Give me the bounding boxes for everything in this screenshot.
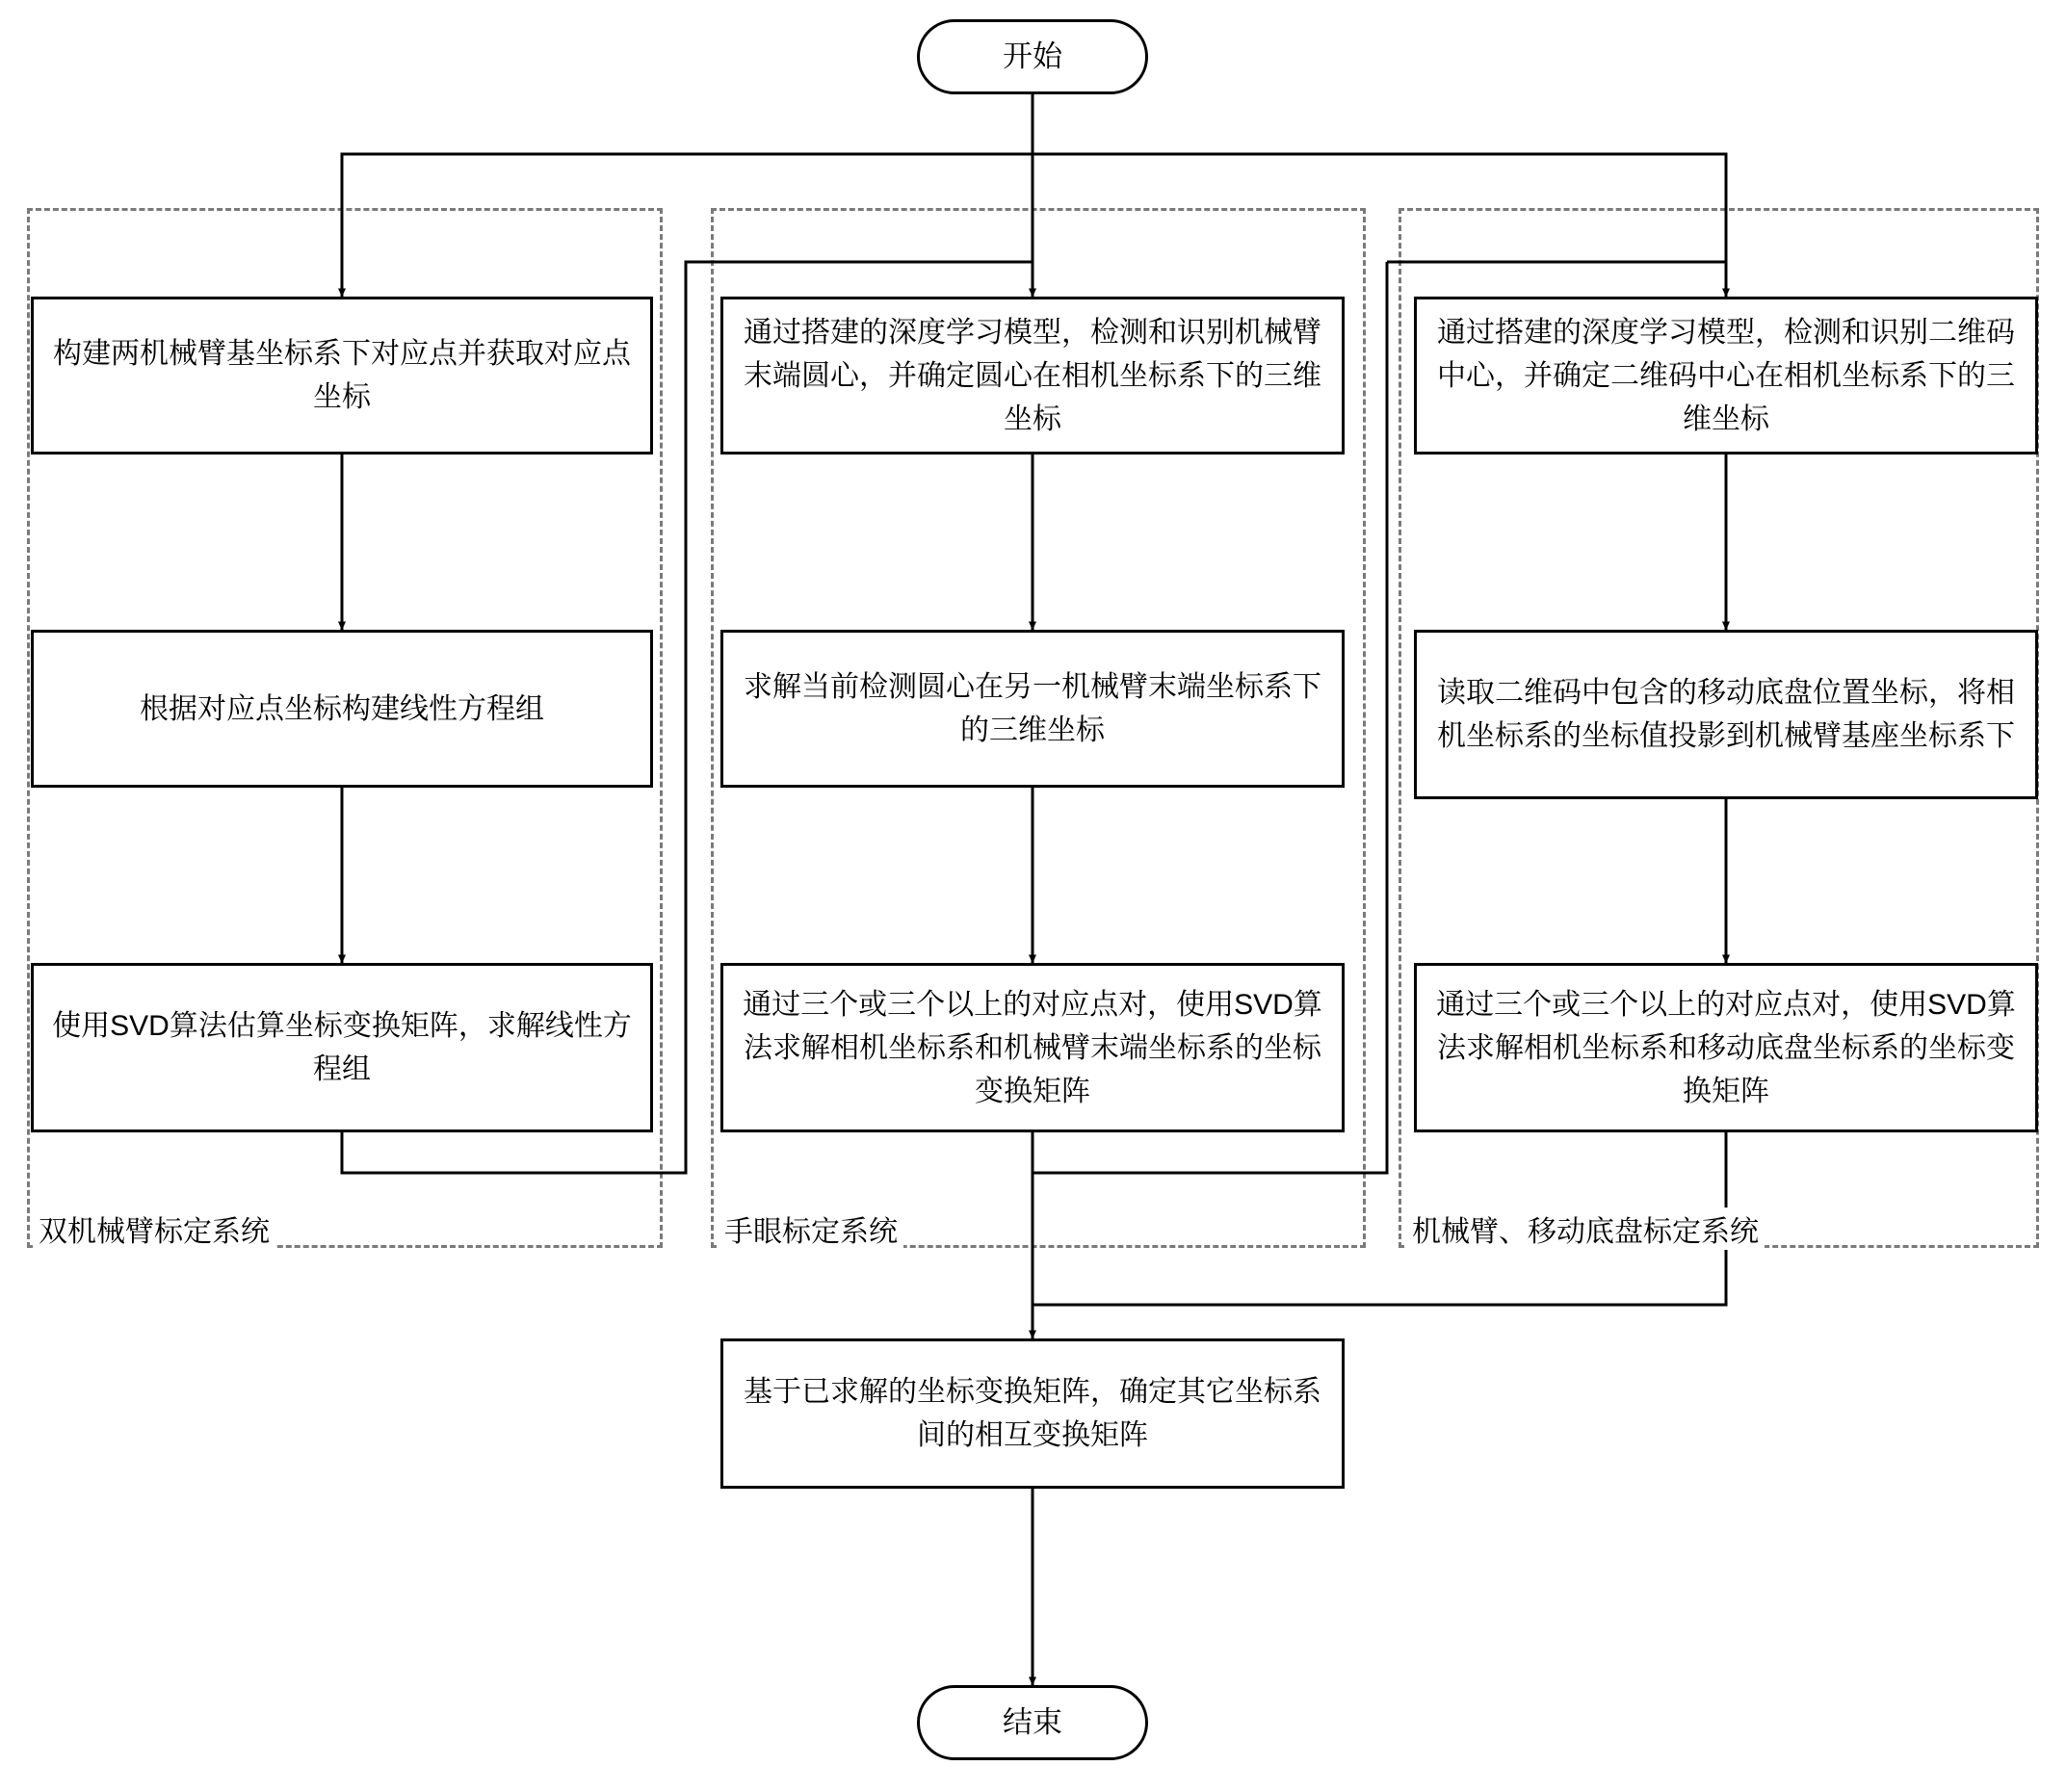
node-a3-svd-estimate-transform bbox=[31, 963, 653, 1132]
group-label-dual-arm: 双机械臂标定系统 bbox=[33, 1208, 275, 1250]
node-b1-label: 通过搭建的深度学习模型，检测和识别机械臂末端圆心，并确定圆心在相机坐标系下的三维坐标 bbox=[744, 316, 1321, 435]
node-end-label: 结束 bbox=[1003, 1704, 1062, 1739]
node-a1-build-correspondence-points bbox=[31, 297, 653, 454]
node-final-label: 基于已求解的坐标变换矩阵，确定其它坐标系间的相互变换矩阵 bbox=[744, 1376, 1321, 1451]
node-a2-build-linear-equations bbox=[31, 630, 653, 788]
node-final-derive-mutual-transforms bbox=[720, 1338, 1345, 1489]
node-c1-label: 通过搭建的深度学习模型，检测和识别二维码中心，并确定二维码中心在相机坐标系下的三维坐标 bbox=[1437, 316, 2015, 435]
node-c2-read-chassis-position bbox=[1414, 630, 2038, 799]
node-c1-detect-qr-code-center bbox=[1414, 297, 2038, 454]
node-b3-svd-camera-arm-transform bbox=[720, 963, 1345, 1132]
node-a3-label: 使用SVD算法估算坐标变换矩阵，求解线性方程组 bbox=[52, 1010, 632, 1085]
group-label-arm-chassis: 机械臂、移动底盘标定系统 bbox=[1406, 1208, 1765, 1250]
node-c3-svd-camera-chassis-transform bbox=[1414, 963, 2038, 1132]
node-b3-label: 通过三个或三个以上的对应点对，使用SVD算法求解相机坐标系和机械臂末端坐标系的坐标变换矩阵 bbox=[743, 988, 1322, 1107]
node-a1-label: 构建两机械臂基坐标系下对应点并获取对应点坐标 bbox=[53, 338, 631, 413]
group-label-hand-eye: 手眼标定系统 bbox=[719, 1208, 903, 1250]
node-end bbox=[917, 1685, 1148, 1760]
node-b2-solve-circle-center-coordinates bbox=[720, 630, 1345, 788]
node-a2-label: 根据对应点坐标构建线性方程组 bbox=[140, 692, 544, 725]
node-c3-label: 通过三个或三个以上的对应点对，使用SVD算法求解相机坐标系和移动底盘坐标系的坐标变换矩阵 bbox=[1436, 988, 2016, 1107]
node-start bbox=[917, 19, 1148, 94]
node-c2-label: 读取二维码中包含的移动底盘位置坐标，将相机坐标系的坐标值投影到机械臂基座坐标系下 bbox=[1437, 677, 2015, 752]
node-b1-detect-arm-end-circle-center bbox=[720, 297, 1345, 454]
node-b2-label: 求解当前检测圆心在另一机械臂末端坐标系下的三维坐标 bbox=[744, 671, 1321, 746]
node-start-label: 开始 bbox=[1003, 39, 1062, 73]
